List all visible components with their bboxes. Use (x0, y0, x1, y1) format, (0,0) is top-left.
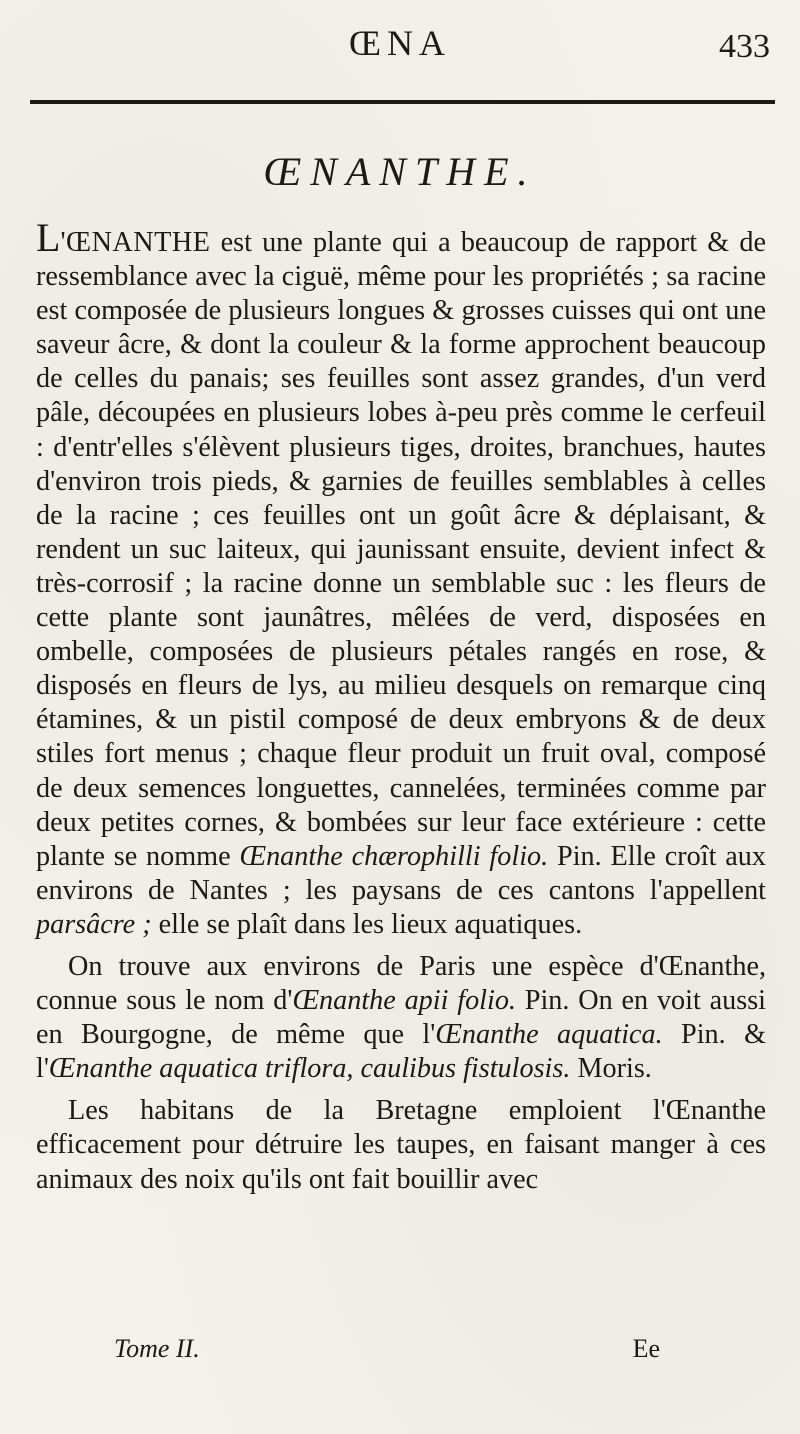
latin-name-1: Œnanthe chærophilli folio. (239, 840, 549, 872)
page-number: 433 (719, 28, 770, 65)
paragraph-2 (36, 950, 766, 1086)
paragraph-3-text: Les habitans de la Bretagne emploient l'Œnanthe efficacement pour détruire les taupes, en faisant manger à ces animaux des noix qu'ils ont fait bouillir avec (36, 1095, 766, 1195)
local-name: parsâcre ; (36, 908, 152, 940)
paragraph-1-text-3: elle se plaît dans les lieux aquatiques. (151, 908, 583, 940)
catchword: Ee (632, 1334, 660, 1363)
paragraph-gap (36, 1086, 766, 1094)
latin-name-3: Œnanthe aquatica. (435, 1019, 663, 1051)
paragraph-2-text-1: On trouve aux environs de Paris une espèce d'Œnanthe, connue sous le nom d' (36, 950, 766, 1017)
volume-signature: Tome II. (114, 1334, 200, 1363)
article-title: ŒNANTHE. (263, 149, 537, 194)
paragraph-1-text: est une plante qui a beaucoup de rapport & de ressemblance avec la ciguë, même pour les propriétés ; sa racine est composée de plusieurs longues & grosses cuisses qui ont une saveur âcre, & dont la couleur & la forme approchent beaucoup de celles du panais; ses feuilles sont assez grandes, d'un verd pâle, découpées en plusieurs lobes à-peu près comme le cerfeuil : d'entr'elles s'élèvent plusieurs tiges, droites, branchues, hautes d'environ trois pieds, & garnies de feuilles semblables à celles de la racine ; ces feuilles ont un goût âcre & déplaisant, & rendent un suc laiteux, qui jaunissant ensuite, devient infect & très-corrosif ; la racine donne un semblable suc : les fleurs de cette plante sont jaunâtres, mêlées de verd, disposées en ombelle, composées de plusieurs pétales rangés en rose, & disposés en fleurs de lys, au milieu desquels on remarque cinq étamines, & un pistil composé de deux embryons & de deux stiles fort menus ; chaque fleur produit un fruit oval, composé de deux semences longuettes, cannelées, terminées comme par deux petites cornes, & bombées sur leur face extérieure : cette plante se nomme (36, 227, 766, 872)
running-title: ŒNA (348, 23, 451, 63)
paragraph-1 (36, 215, 766, 942)
paragraph-gap (36, 942, 766, 950)
paragraph-2-text-4: Moris. (570, 1053, 652, 1085)
paragraph-2-text-2: Pin. On en voit aussi en Bourgogne, de même que l' (36, 985, 767, 1051)
header-rule (30, 100, 775, 104)
article-body (36, 215, 767, 1197)
headword: 'ŒNANTHE (60, 227, 211, 258)
running-head (0, 22, 800, 72)
latin-name-2: Œnanthe apii folio. (292, 985, 516, 1017)
paragraph-2-text-3: Pin. & l' (36, 1019, 766, 1085)
paragraph-1-text-2: Pin. Elle croît aux environs de Nantes ; les paysans de ces cantons l'appellent (36, 840, 766, 906)
latin-name-4: Œnanthe aquatica triflora, caulibus fistulosis. (48, 1053, 571, 1085)
drop-cap: L (36, 215, 61, 260)
paragraph-3 (36, 1094, 766, 1196)
